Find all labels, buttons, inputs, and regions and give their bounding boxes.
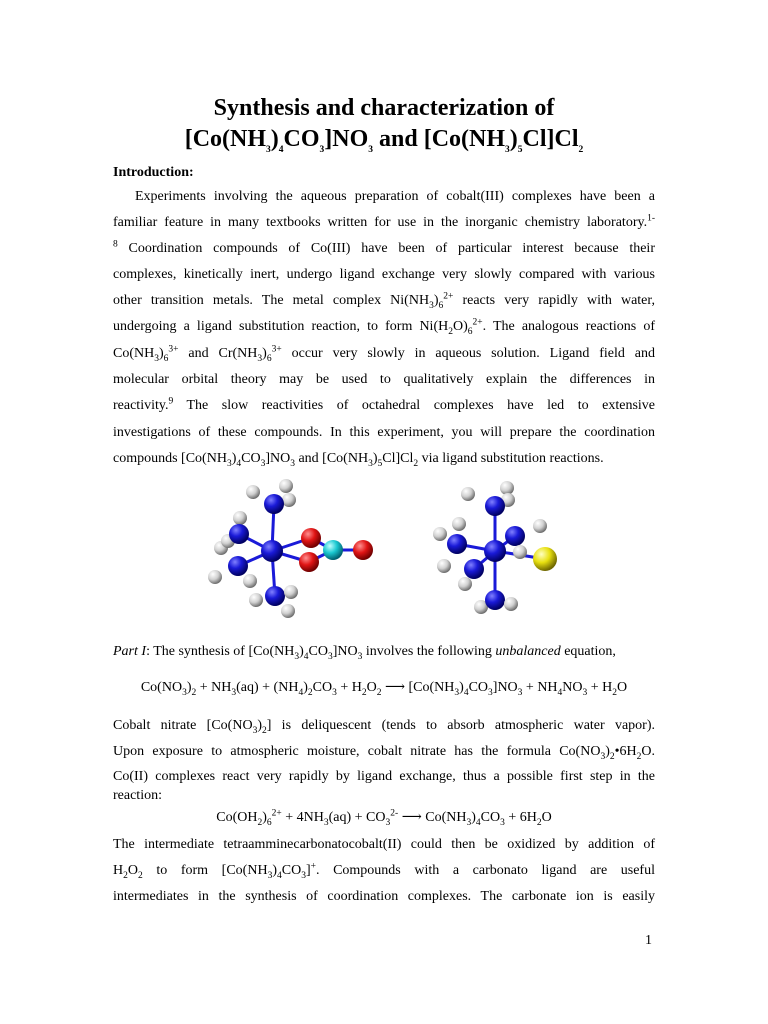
intro-line: $^8$ Coordination compounds of Co(III) have been of particular interest because their bbox=[113, 239, 655, 256]
equation-1: $Co(NO_3)_2 + NH_3(aq) + (NH_4)_2CO_3 + H_2O_2$ ⟶ $[Co(NH_3)_4CO_3]NO_3 + NH_4NO_3 + H_2O$ bbox=[140, 680, 628, 698]
introduction-heading: Introduction: bbox=[113, 165, 194, 180]
intro-line: investigations of these compounds. In this experiment, you will prepare the coordination bbox=[113, 425, 655, 440]
paper-title bbox=[0, 93, 768, 155]
part1-intro-line: Part I: The synthesis of $[Co(NH_3)_4CO_3]NO_3$ involves the following unbalanced equation, bbox=[113, 644, 616, 662]
intro-line: familiar feature in many textbooks written for use in the inorganic chemistry laboratory.$^{1-}$ bbox=[113, 213, 655, 230]
intro-line: molecular orbital theory may be used to qualitatively explain the differences in bbox=[113, 372, 655, 387]
equation-2: $Co(OH_2)_6^{2+} + 4NH_3(aq) + CO_3^{2-}$ ⟶ $Co(NH_3)_4CO_3 + 6H_2O$ bbox=[216, 808, 552, 828]
intro-line: compounds $[Co(NH_3)_4CO_3]NO_3$ and $[Co(NH_3)_5Cl]Cl_2$ via ligand substitution reactions. bbox=[113, 451, 604, 469]
intro-line: $Co(NH_3)_6^{3+}$ and $Cr(NH_3)_6^{3+}$ occur very slowly in aqueous solution. Ligand field and bbox=[113, 344, 655, 364]
body-line: $H_2O_2$ to form $[Co(NH_3)_4CO_3]^+$. Compounds with a carbonato ligand are useful bbox=[113, 861, 655, 881]
body-line: The intermediate tetraamminecarbonatocobalt(II) could then be oxidized by addition of bbox=[113, 837, 655, 852]
body-line: reaction: bbox=[113, 788, 162, 803]
body-line: intermediates in the synthesis of coordination complexes. The carbonate ion is easily bbox=[113, 889, 655, 904]
intro-line: undergoing a ligand substitution reaction, to form $Ni(H_2O)_6^{2+}$. The analogous reactions of bbox=[113, 317, 655, 337]
body-line: Cobalt nitrate $[Co(NO_3)_2]$ is deliquescent (tends to absorb atmospheric water vapor). bbox=[113, 718, 655, 736]
molecule-carbonato-complex bbox=[208, 479, 373, 618]
intro-line: other transition metals. The metal complex $Ni(NH_3)_6^{2+}$ reacts very rapidly with water, bbox=[113, 291, 655, 311]
intro-line: complexes, kinetically inert, undergo ligand exchange very slowly compared with various bbox=[113, 267, 655, 282]
page-number: 1 bbox=[645, 933, 652, 948]
molecule-chloro-complex bbox=[433, 481, 557, 614]
intro-line: reactivity.$^9$ The slow reactivities of octahedral complexes have led to extensive bbox=[113, 396, 655, 413]
body-line: Upon exposure to atmospheric moisture, cobalt nitrate has the formula $Co(NO_3)_2•6H_2O$. bbox=[113, 744, 655, 762]
title-line-1: Synthesis and characterization of bbox=[213, 95, 555, 121]
title-line-2: $[Co(NH_3)_4CO_3]NO_3$ and $[Co(NH_3)_5Cl]Cl_2$ bbox=[184, 126, 584, 155]
body-line: Co(II) complexes react very rapidly by ligand exchange, thus a possible first step in the bbox=[113, 769, 655, 784]
intro-line: Experiments involving the aqueous preparation of cobalt(III) complexes have been a bbox=[135, 189, 655, 204]
molecule-figures bbox=[195, 474, 575, 624]
